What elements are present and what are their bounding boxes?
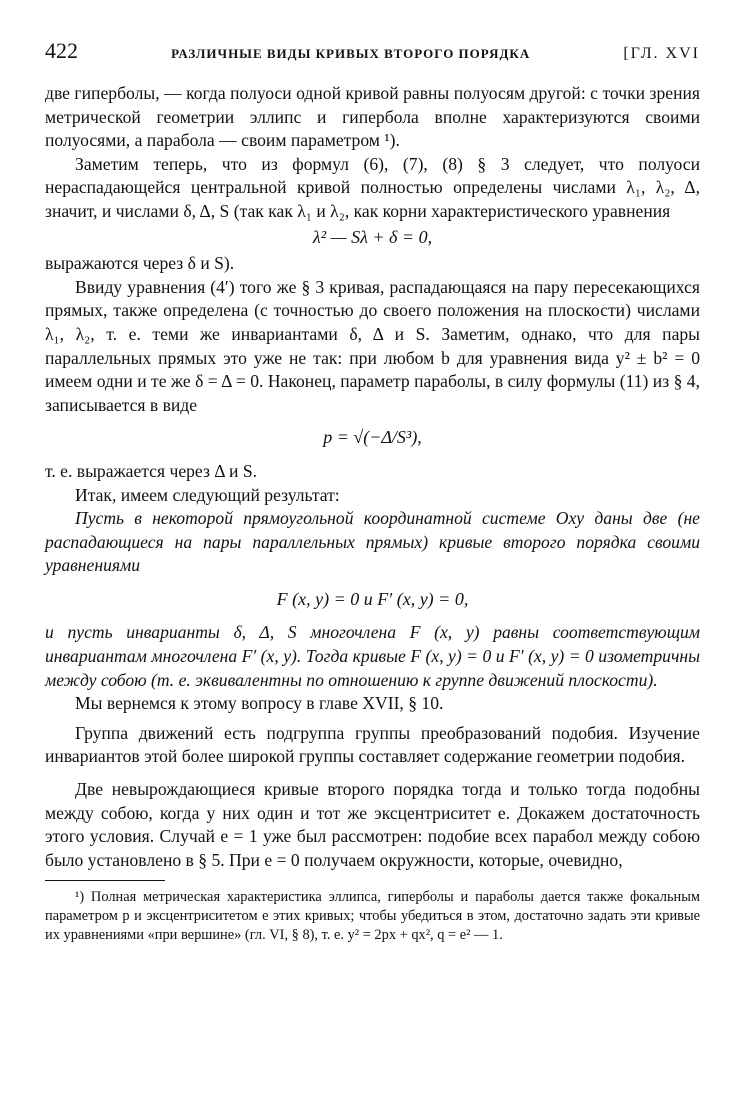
chapter-label: [ГЛ. XVI [623, 45, 700, 62]
formula-curve-equations: F (x, y) = 0 и F′ (x, y) = 0, [276, 588, 469, 609]
paragraph-9: Мы вернемся к этому вопросу в главе XVII, § 10. [75, 693, 444, 714]
paragraph-3: выражаются через δ и S). [45, 253, 235, 274]
footnote: ¹) Полная метрическая характеристика эллипса, гиперболы и параболы дается также фокальным параметром p и эксцентриситетом e этих кривых; чтобы убедиться в этом, достаточно задать эти кривые их уравнениями «при вершине» (гл. VI, § 8), т. е. y² = 2px + qx², q = e² — 1. [45, 889, 700, 944]
footnote-divider [45, 880, 165, 881]
formula-characteristic-equation: λ² — Sλ + δ = 0, [312, 226, 433, 247]
theorem-statement: Пусть в некоторой прямоугольной координатной системе Oxy даны две (не распадающиеся на пары параллельных прямых) кривые второго порядка своими уравнениями [45, 508, 700, 576]
page-number: 422 [45, 38, 78, 63]
paragraph-6: Итак, имеем следующий результат: [75, 484, 340, 505]
book-page [45, 38, 700, 945]
running-title: РАЗЛИЧНЫЕ ВИДЫ КРИВЫХ ВТОРОГО ПОРЯДКА [171, 46, 531, 61]
paragraph-2: Заметим теперь, что из формул (6), (7), (8) § 3 следует, что полуоси нераспадающейся центральной кривой полностью определены числами λ₁, λ₂, Δ, значит, и числами δ, Δ, S (так как λ₁ и λ₂, как корни характеристического уравнения [45, 153, 700, 221]
theorem-conclusion: и пусть инварианты δ, Δ, S многочлена F (x, y) равны соответствующим инвариантам многочлена F′ (x, y). Тогда кривые F (x, y) = 0 и F′ (x, y) = 0 изометричны между собою (т. е. эквивалентны по отношению к группе движений плоскости). [45, 622, 700, 690]
formula-parabola-parameter: p = √(−Δ/S³), [323, 427, 422, 448]
paragraph-5: т. е. выражается через Δ и S. [45, 460, 258, 481]
paragraph-11: Две невырождающиеся кривые второго порядка тогда и только тогда подобны между собою, когда у них один и тот же эксцентриситет e. Докажем достаточность этого условия. Случай e = 1 уже был рассмотрен: подобие всех парабол между собою было установлено в § 5. При e = 0 получаем окружности, которые, очевидно, [45, 779, 700, 870]
paragraph-1: две гиперболы, — когда полуоси одной кривой равны полуосям другой: с точки зрения метрической геометрии эллипс и гипербола вполне характеризуются своими полуосями, а парабола — своим параметром ¹). [45, 83, 700, 151]
page-header [45, 38, 700, 68]
paragraph-10: Группа движений есть подгруппа группы преобразований подобия. Изучение инвариантов этой более широкой группы составляет содержание геометрии подобия. [45, 722, 700, 767]
paragraph-4: Ввиду уравнения (4′) того же § 3 кривая, распадающаяся на пару пересекающихся прямых, также определена (с точностью до своего положения на плоскости) числами λ₁, λ₂, т. е. теми же инвариантами δ, Δ и S. Заметим, однако, что для пары параллельных прямых это уже не так: при любом b для уравнения вида y² ± b² = 0 имеем одни и те же δ = Δ = 0. Наконец, параметр параболы, в силу формулы (11) из § 4, записывается в виде [45, 276, 700, 415]
